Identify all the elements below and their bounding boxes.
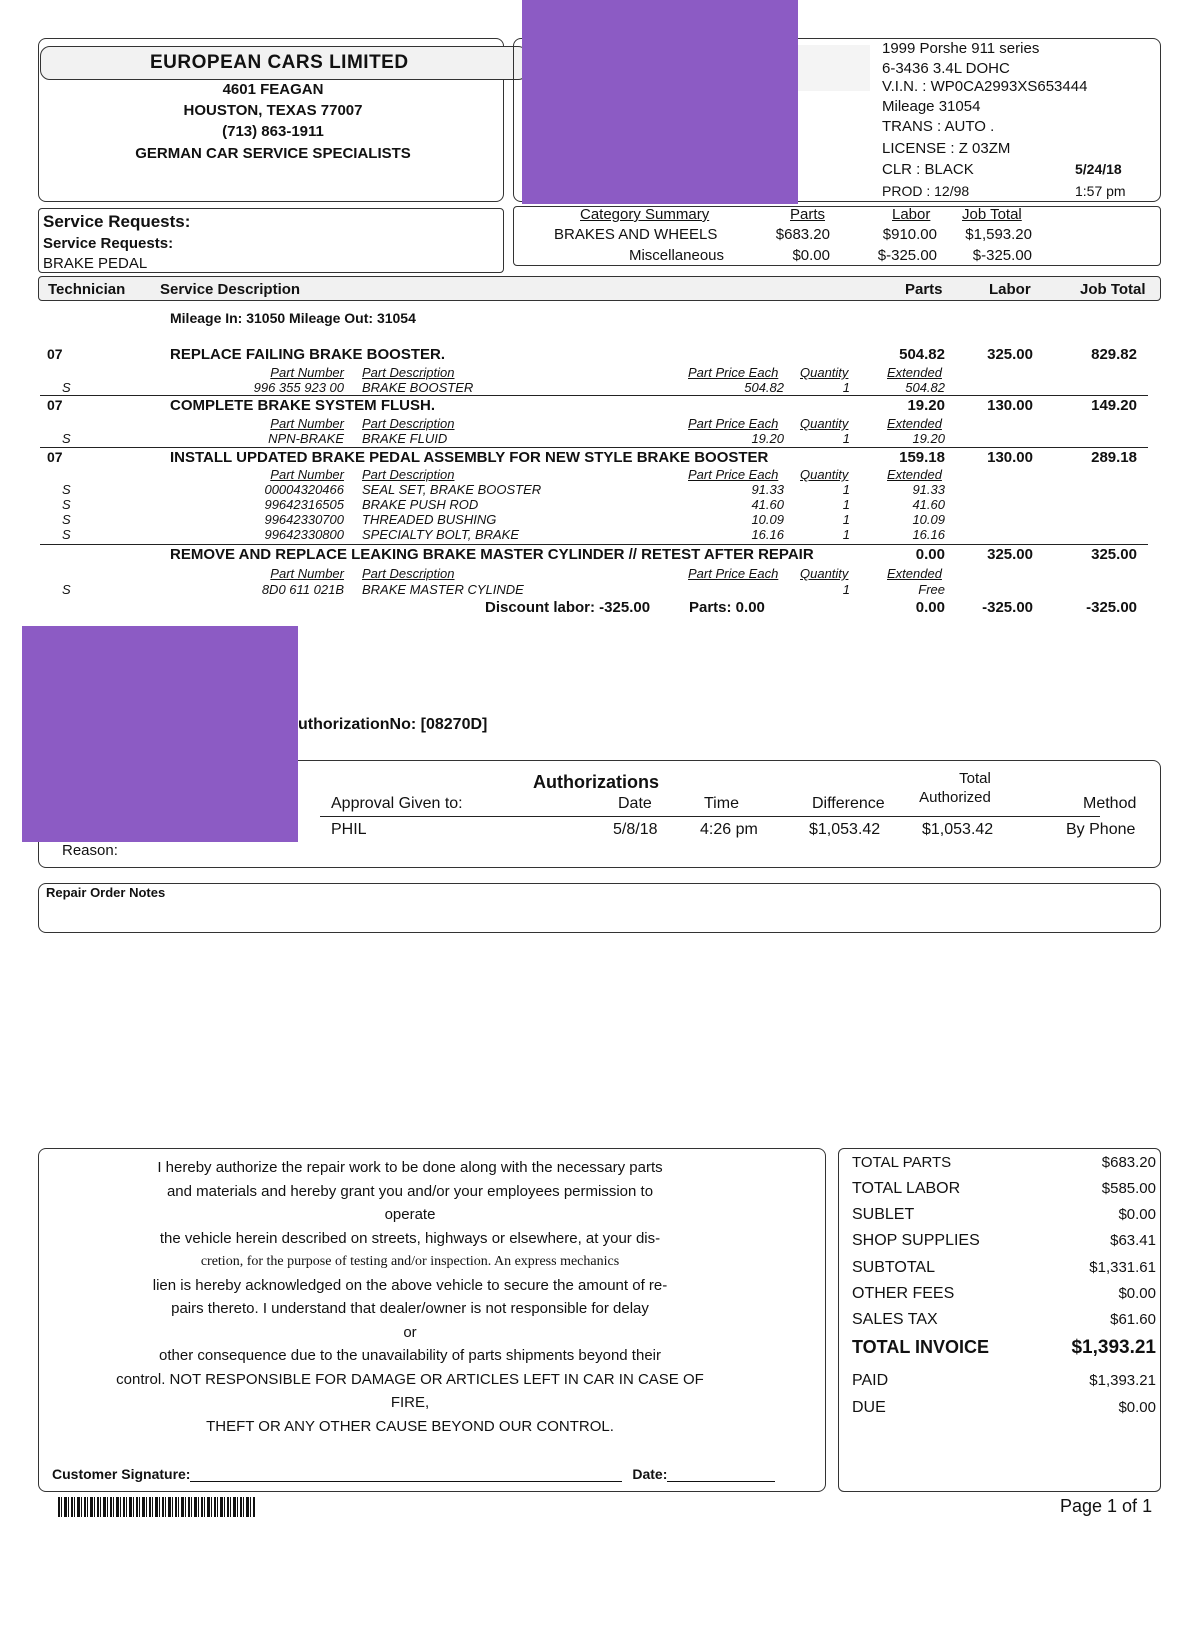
disclaimer-line: cretion, for the purpose of testing and/or inspection. An express mechanics <box>200 1254 620 1269</box>
category-parts: $0.00 <box>792 247 830 264</box>
part-qty: 1 <box>842 512 850 527</box>
disclaimer-line: lien is hereby acknowledged on the above vehicle to secure the amount of re- <box>152 1276 668 1294</box>
part-price: 504.82 <box>744 380 784 395</box>
shop-address-line2: HOUSTON, TEXAS 77007 <box>183 102 363 119</box>
sales-tax-label: SALES TAX <box>852 1311 938 1328</box>
job-divider <box>40 395 1148 396</box>
auth-method-label: Method <box>1083 795 1137 812</box>
category-jobtotal: $-325.00 <box>972 247 1032 264</box>
part-qty: 1 <box>842 527 850 542</box>
subhead-part-number: Part Number <box>270 566 344 581</box>
disclaimer-line: other consequence due to the unavailability of parts shipments beyond their <box>159 1347 661 1364</box>
part-code: S <box>62 527 71 542</box>
job-labor: 325.00 <box>987 546 1033 563</box>
part-qty: 1 <box>842 582 850 597</box>
shop-supplies-label: SHOP SUPPLIES <box>852 1232 980 1249</box>
repair-notes-label: Repair Order Notes <box>46 885 166 900</box>
subhead-extended: Extended <box>887 566 942 581</box>
approval-label: Approval Given to: <box>331 795 463 812</box>
part-number: 99642316505 <box>264 497 344 512</box>
col-technician: Technician <box>48 281 126 298</box>
category-jobtotal-label: Job Total <box>962 206 1022 223</box>
subhead-extended: Extended <box>887 467 942 482</box>
part-extended: Free <box>918 582 945 597</box>
job-parts: 159.18 <box>899 449 945 466</box>
part-price: 19.20 <box>751 431 784 446</box>
disclaimer-line: pairs thereto. I understand that dealer/owner is not responsible for delay <box>171 1300 649 1317</box>
authorization-number: uthorizationNo: [08270D] <box>298 716 488 733</box>
vehicle-license: LICENSE : Z 03ZM <box>882 140 1011 157</box>
part-number: 8D0 611 021B <box>261 582 344 597</box>
job-tech: 07 <box>47 346 63 362</box>
redaction-block-top <box>522 0 798 204</box>
paid-value: $1,393.21 <box>1089 1372 1156 1389</box>
subhead-quantity: Quantity <box>800 416 849 431</box>
part-extended: 41.60 <box>912 497 945 512</box>
repair-notes-box <box>38 883 1161 933</box>
subhead-part-description: Part Description <box>362 416 455 431</box>
job-labor: 130.00 <box>987 449 1033 466</box>
part-description: BRAKE BOOSTER <box>362 380 474 395</box>
part-number: 99642330800 <box>264 527 344 542</box>
signature-label: Customer Signature: <box>52 1466 191 1482</box>
signature-area <box>52 1466 775 1482</box>
subtotal-label: SUBTOTAL <box>852 1259 935 1276</box>
authorizations-title: Authorizations <box>533 772 659 792</box>
job-parts: 0.00 <box>915 546 945 563</box>
job-labor: 325.00 <box>987 346 1033 363</box>
part-qty: 1 <box>842 431 850 446</box>
paid-label: PAID <box>852 1372 889 1389</box>
auth-name: PHIL <box>331 821 367 838</box>
barcode <box>58 1497 256 1517</box>
part-code: S <box>62 512 71 527</box>
discount-labor-text: Discount labor: -325.00 <box>485 599 651 616</box>
vehicle-mileage: Mileage 31054 <box>882 98 981 115</box>
disclaimer-line: control. NOT RESPONSIBLE FOR DAMAGE OR ARTICLES LEFT IN CAR IN CASE OF <box>116 1370 704 1388</box>
disclaimer-line: and materials and hereby grant you and/or your employees permission to <box>166 1182 654 1200</box>
vehicle-trans: TRANS : AUTO . <box>882 118 995 135</box>
category-labor: $910.00 <box>882 226 937 243</box>
part-description: SEAL SET, BRAKE BOOSTER <box>362 482 542 497</box>
category-name: Miscellaneous <box>628 247 724 264</box>
part-extended: 504.82 <box>905 380 945 395</box>
disclaimer-line: FIRE, <box>390 1394 430 1411</box>
vehicle-engine: 6-3436 3.4L DOHC <box>882 60 1010 77</box>
job-divider <box>40 544 1148 545</box>
shop-tagline: GERMAN CAR SERVICE SPECIALISTS <box>135 145 411 162</box>
auth-total: $1,053.42 <box>922 821 994 838</box>
subhead-quantity: Quantity <box>800 467 849 482</box>
disclaimer-text <box>60 1156 760 1438</box>
part-extended: 19.20 <box>912 431 945 446</box>
subhead-extended: Extended <box>887 365 942 380</box>
part-qty: 1 <box>842 380 850 395</box>
shop-address-line1: 4601 FEAGAN <box>222 81 324 98</box>
page-number: Page 1 of 1 <box>1060 1496 1153 1516</box>
total-label-line1: Total <box>959 770 991 787</box>
subhead-part-price-each: Part Price Each <box>688 467 779 482</box>
subhead-part-description: Part Description <box>362 467 455 482</box>
part-description: BRAKE FLUID <box>362 431 448 446</box>
total-parts-label: TOTAL PARTS <box>852 1154 952 1171</box>
job-description: INSTALL UPDATED BRAKE PEDAL ASSEMBLY FOR NEW STYLE BRAKE BOOSTER <box>170 449 769 466</box>
part-qty: 1 <box>842 497 850 512</box>
part-extended: 16.16 <box>912 527 945 542</box>
part-number: 00004320466 <box>264 482 344 497</box>
service-requests-heading: Service Requests: <box>43 212 191 231</box>
shop-phone: (713) 863-1911 <box>222 123 324 140</box>
date-line[interactable] <box>667 1467 775 1482</box>
category-parts: $683.20 <box>775 226 830 243</box>
total-labor-label: TOTAL LABOR <box>852 1180 961 1197</box>
part-code: S <box>62 431 71 446</box>
discount-parts-text: Parts: 0.00 <box>689 599 765 616</box>
disclaimer-line: or <box>403 1323 417 1341</box>
part-description: THREADED BUSHING <box>362 512 497 527</box>
redaction-block-left <box>22 626 298 842</box>
disclaimer-line: THEFT OR ANY OTHER CAUSE BEYOND OUR CONTROL. <box>206 1417 614 1435</box>
col-job-total: Job Total <box>1080 281 1146 298</box>
vehicle-prod: PROD : 12/98 <box>882 183 970 199</box>
sublet-value: $0.00 <box>1118 1206 1156 1223</box>
part-number: NPN-BRAKE <box>268 431 344 446</box>
job-tech: 07 <box>47 449 63 465</box>
job-total: 829.82 <box>1091 346 1137 363</box>
invoice-time: 1:57 pm <box>1075 183 1126 199</box>
category-parts-label: Parts <box>790 206 826 223</box>
subhead-extended: Extended <box>887 416 942 431</box>
subhead-part-price-each: Part Price Each <box>688 416 779 431</box>
col-labor: Labor <box>989 281 1031 298</box>
total-invoice-value: $1,393.21 <box>1071 1337 1156 1358</box>
subhead-part-description: Part Description <box>362 365 455 380</box>
subhead-quantity: Quantity <box>800 566 849 581</box>
shop-name: EUROPEAN CARS LIMITED <box>150 52 409 73</box>
job-labor: 130.00 <box>987 397 1033 414</box>
subhead-quantity: Quantity <box>800 365 849 380</box>
part-number: 99642330700 <box>264 512 344 527</box>
discount-parts: 0.00 <box>915 599 945 616</box>
auth-method: By Phone <box>1066 821 1136 838</box>
date-field-label: Date: <box>632 1466 668 1482</box>
category-labor: $-325.00 <box>877 247 937 264</box>
job-description: REPLACE FAILING BRAKE BOOSTER. <box>170 346 446 363</box>
subhead-part-number: Part Number <box>270 365 344 380</box>
job-total: 149.20 <box>1091 397 1137 414</box>
due-value: $0.00 <box>1118 1399 1156 1416</box>
part-code: S <box>62 380 71 395</box>
reason-label: Reason: <box>62 842 118 859</box>
subhead-part-number: Part Number <box>270 416 344 431</box>
total-invoice-label: TOTAL INVOICE <box>852 1337 990 1357</box>
part-price: 41.60 <box>751 497 784 512</box>
auth-difference-label: Difference <box>812 795 885 812</box>
disclaimer-line: the vehicle herein described on streets, highways or elsewhere, at your dis- <box>159 1229 661 1247</box>
part-extended: 10.09 <box>912 512 945 527</box>
job-description: REMOVE AND REPLACE LEAKING BRAKE MASTER CYLINDER // RETEST AFTER REPAIR <box>170 546 814 563</box>
part-price: 10.09 <box>751 512 784 527</box>
part-description: SPECIALTY BOLT, BRAKE <box>362 527 520 542</box>
auth-difference: $1,053.42 <box>809 821 881 838</box>
service-request-item: BRAKE PEDAL <box>43 255 148 272</box>
auth-date-label: Date <box>618 795 652 812</box>
subhead-part-number: Part Number <box>270 467 344 482</box>
other-fees-label: OTHER FEES <box>852 1285 955 1302</box>
shop-supplies-value: $63.41 <box>1110 1232 1156 1249</box>
disclaimer-line: I hereby authorize the repair work to be done along with the necessary parts <box>157 1159 663 1176</box>
mileage-line: Mileage In: 31050 Mileage Out: 31054 <box>170 310 416 326</box>
auth-time-label: Time <box>704 795 739 812</box>
auth-date: 5/8/18 <box>613 821 658 838</box>
auth-time: 4:26 pm <box>700 821 758 838</box>
subhead-part-description: Part Description <box>362 566 455 581</box>
part-description: BRAKE PUSH ROD <box>362 497 479 512</box>
subhead-part-price-each: Part Price Each <box>688 365 779 380</box>
part-price: 91.33 <box>751 482 784 497</box>
col-service-description: Service Description <box>160 281 301 298</box>
category-summary-label: Category Summary <box>580 206 710 223</box>
signature-line[interactable] <box>190 1467 622 1482</box>
job-total: 289.18 <box>1091 449 1137 466</box>
sublet-label: SUBLET <box>852 1206 915 1223</box>
discount-total: -325.00 <box>1086 599 1137 616</box>
due-label: DUE <box>852 1399 886 1416</box>
part-description: BRAKE MASTER CYLINDE <box>362 582 524 597</box>
part-code: S <box>62 482 71 497</box>
job-parts: 19.20 <box>907 397 945 414</box>
vehicle-title: 1999 Porshe 911 series <box>882 40 1040 57</box>
subtotal-value: $1,331.61 <box>1089 1259 1156 1276</box>
invoice-date: 5/24/18 <box>1075 161 1122 177</box>
job-total: 325.00 <box>1091 546 1137 563</box>
service-requests-subheading: Service Requests: <box>43 235 174 252</box>
vehicle-color: CLR : BLACK <box>882 161 974 178</box>
part-qty: 1 <box>842 482 850 497</box>
authorizations-header-rule <box>320 816 1100 817</box>
job-parts: 504.82 <box>899 346 945 363</box>
vehicle-vin: V.I.N. : WP0CA2993XS653444 <box>882 78 1088 95</box>
subhead-part-price-each: Part Price Each <box>688 566 779 581</box>
vehicle-header-strip <box>790 45 870 91</box>
total-parts-value: $683.20 <box>1101 1154 1156 1171</box>
other-fees-value: $0.00 <box>1118 1285 1156 1302</box>
part-number: 996 355 923 00 <box>253 380 344 395</box>
job-description: COMPLETE BRAKE SYSTEM FLUSH. <box>170 397 436 414</box>
total-labor-value: $585.00 <box>1101 1180 1156 1197</box>
col-parts: Parts <box>905 281 943 298</box>
sales-tax-value: $61.60 <box>1110 1311 1156 1328</box>
part-extended: 91.33 <box>912 482 945 497</box>
category-jobtotal: $1,593.20 <box>965 226 1032 243</box>
job-tech: 07 <box>47 397 63 413</box>
category-name: BRAKES AND WHEELS <box>554 226 718 243</box>
part-code: S <box>62 582 71 597</box>
total-label-line2: Authorized <box>919 789 991 806</box>
part-code: S <box>62 497 71 512</box>
job-divider <box>40 447 1148 448</box>
discount-labor: -325.00 <box>982 599 1033 616</box>
disclaimer-line: operate <box>384 1206 436 1223</box>
category-labor-label: Labor <box>892 206 931 223</box>
part-price: 16.16 <box>751 527 784 542</box>
